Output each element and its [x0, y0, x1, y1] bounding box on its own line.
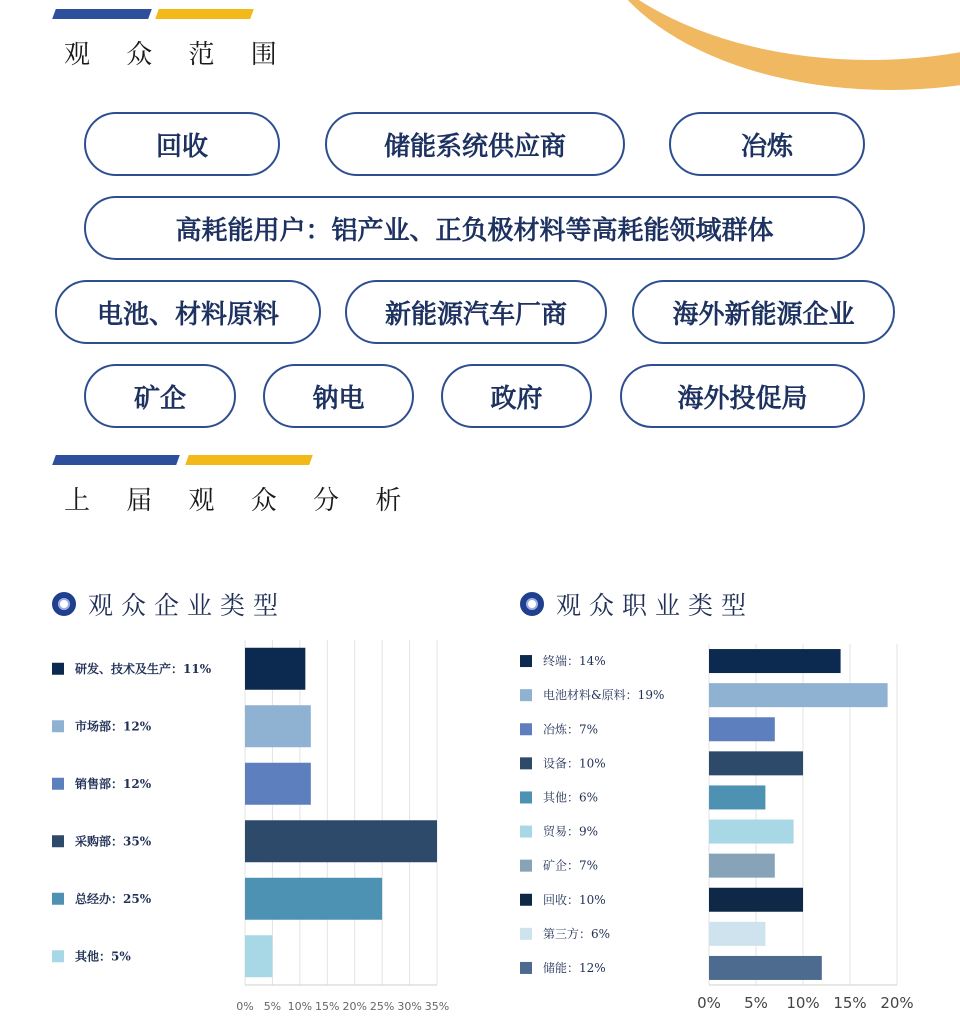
legend-label: 贸易：9%	[543, 824, 599, 839]
legend-label: 冶炼：7%	[543, 722, 599, 737]
pill-overseas-energy: 海外新能源企业	[632, 280, 895, 344]
legend-label: 终端：14%	[543, 654, 606, 669]
legend-swatch	[52, 893, 64, 905]
legend-label: 其他：6%	[543, 790, 599, 805]
pill-sodium-battery: 钠电	[263, 364, 414, 428]
x-tick-label: 10%	[287, 1000, 313, 1013]
legend-label: 第三方：6%	[543, 926, 611, 941]
x-tick-label: 35%	[424, 1000, 450, 1013]
pill-high-energy-users: 高耗能用户：铝产业、正负极材料等高耗能领域群体	[84, 196, 865, 260]
audience-scope-title: 观 众 范 围	[64, 40, 291, 70]
legend-swatch	[520, 723, 532, 735]
x-tick-label: 0%	[697, 994, 721, 1012]
legend-label: 矿企：7%	[543, 858, 599, 873]
bar	[245, 820, 437, 862]
legend-label: 销售部：12%	[75, 776, 152, 791]
x-tick-label: 25%	[369, 1000, 395, 1013]
bar	[709, 956, 822, 980]
legend-swatch	[520, 860, 532, 872]
legend-label: 其他：5%	[75, 949, 131, 964]
pill-recycle: 回收	[84, 112, 280, 176]
chart-title: 观众企业类型	[88, 591, 287, 620]
pill-smelting: 冶炼	[669, 112, 865, 176]
x-tick-label: 10%	[786, 994, 820, 1012]
x-tick-label: 5%	[263, 1000, 282, 1013]
legend-label: 电池材料&原料：19%	[543, 688, 665, 703]
legend-swatch	[52, 950, 64, 962]
legend-swatch	[520, 757, 532, 769]
pill-nev-makers: 新能源汽车厂商	[345, 280, 607, 344]
legend-swatch	[520, 928, 532, 940]
pill-battery-materials: 电池、材料原料	[55, 280, 321, 344]
pill-government: 政府	[441, 364, 592, 428]
x-tick-label: 30%	[397, 1000, 422, 1013]
legend-label: 回收：10%	[543, 892, 606, 907]
bar	[709, 785, 765, 809]
legend-label: 储能：12%	[543, 960, 606, 975]
legend-label: 设备：10%	[543, 756, 606, 771]
legend-swatch	[520, 791, 532, 803]
legend-label: 市场部：12%	[75, 719, 152, 734]
bar	[709, 854, 775, 878]
pill-overseas-promotion: 海外投促局	[620, 364, 865, 428]
x-tick-label: 20%	[880, 994, 914, 1012]
x-tick-label: 20%	[342, 1000, 367, 1013]
x-tick-label: 0%	[236, 1000, 254, 1013]
legend-swatch	[520, 894, 532, 906]
x-tick-label: 5%	[744, 994, 768, 1012]
bar	[709, 717, 775, 741]
pill-mining: 矿企	[84, 364, 236, 428]
chart-company-type	[52, 640, 449, 1013]
chart-title: 观众职业类型	[556, 591, 755, 620]
legend-swatch	[520, 962, 532, 974]
pill-storage-supplier: 储能系统供应商	[325, 112, 625, 176]
bar	[245, 648, 305, 690]
legend-swatch	[520, 689, 532, 701]
bar	[709, 649, 841, 673]
legend-label: 总经办：25%	[75, 891, 152, 906]
x-tick-label: 15%	[833, 994, 867, 1012]
bar	[245, 705, 311, 747]
legend-swatch	[52, 835, 64, 847]
bar	[709, 751, 803, 775]
bar	[709, 683, 888, 707]
legend-swatch	[52, 720, 64, 732]
legend-swatch	[520, 826, 532, 838]
chart-job-type	[520, 644, 914, 1012]
legend-swatch	[520, 655, 532, 667]
bar	[245, 878, 382, 920]
bar	[245, 763, 311, 805]
legend-swatch	[52, 663, 64, 675]
bar	[709, 888, 803, 912]
bar	[709, 922, 765, 946]
legend-swatch	[52, 778, 64, 790]
legend-label: 采购部：35%	[75, 834, 152, 849]
last-analysis-title: 上 届 观 众 分 析	[64, 486, 416, 516]
bar	[709, 820, 794, 844]
x-tick-label: 15%	[315, 1000, 340, 1013]
bar	[245, 935, 272, 977]
legend-label: 研发、技术及生产：11%	[75, 661, 212, 676]
